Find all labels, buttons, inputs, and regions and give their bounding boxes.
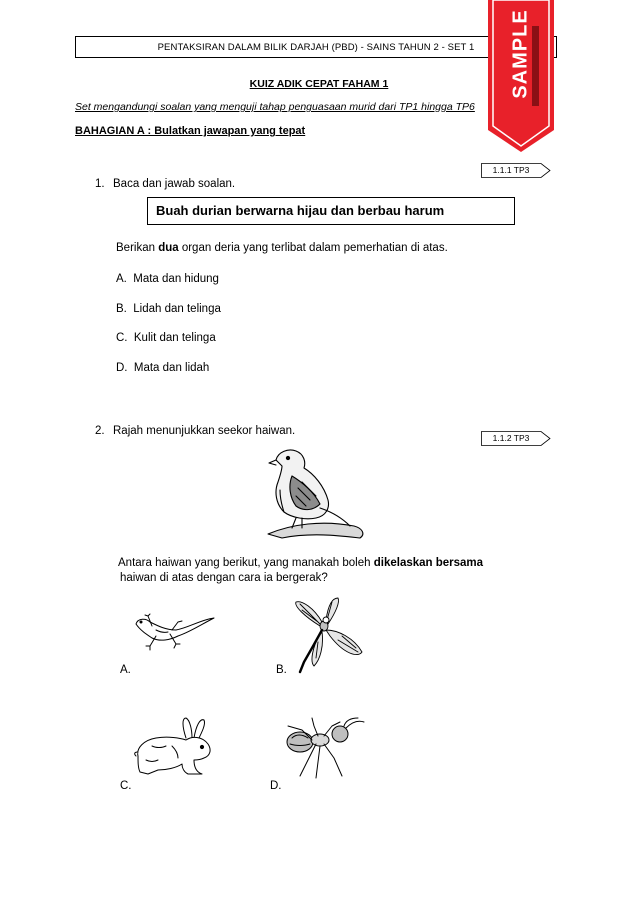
question-2-number: 2. [95, 425, 105, 437]
bird-icon [262, 446, 372, 544]
lizard-icon[interactable] [132, 612, 216, 654]
section-title: BAHAGIAN A : Bulatkan jawapan yang tepat [75, 125, 306, 137]
set-description: Set mengandungi soalan yang menguji tahap penguasaan murid dari TP1 hingga TP6 [75, 101, 475, 113]
question-2-tag-label: 1.1.2 TP3 [492, 433, 530, 443]
prompt-text: organ deria yang terlibat dalam pemerhatian di atas. [178, 242, 448, 254]
question-1-intro: Baca dan jawab soalan. [113, 178, 236, 190]
ant-icon[interactable] [282, 716, 366, 780]
quiz-title: KUIZ ADIK CEPAT FAHAM 1 [249, 78, 389, 90]
question-1-option-d[interactable] [116, 362, 209, 374]
question-2-intro: Rajah menunjukkan seekor haiwan. [113, 425, 296, 437]
prompt-text: Antara haiwan yang berikut, yang manakah boleh [118, 557, 374, 569]
option-letter: D. [116, 362, 128, 374]
question-2-option-a-label[interactable]: A. [120, 664, 131, 676]
question-1-option-a[interactable] [116, 273, 219, 285]
question-2-option-c-label[interactable]: C. [120, 780, 132, 792]
question-1-option-b[interactable] [116, 303, 221, 315]
question-1-number: 1. [95, 178, 105, 190]
dragonfly-icon[interactable] [292, 596, 366, 676]
prompt-bold-text: dikelaskan bersama [373, 557, 484, 569]
sample-stamp-label: SAMPLE [509, 9, 532, 99]
rabbit-icon[interactable] [132, 716, 216, 778]
option-text: Kulit dan telinga [133, 332, 216, 344]
question-1-tag-label: 1.1.1 TP3 [492, 165, 530, 175]
prompt-bold-text: dua [158, 242, 179, 254]
option-letter: C. [116, 332, 128, 344]
question-2-option-d-label[interactable]: D. [270, 780, 282, 792]
question-2-prompt-line1 [118, 557, 483, 569]
prompt-text: Berikan [116, 242, 159, 254]
option-text: Mata dan lidah [133, 362, 210, 374]
question-2-prompt-line2: haiwan di atas dengan cara ia bergerak? [120, 572, 328, 584]
option-text: Mata dan hidung [133, 273, 219, 285]
question-1-prompt [116, 242, 448, 254]
question-2-option-b-label[interactable]: B. [276, 664, 287, 676]
document-header: PENTAKSIRAN DALAM BILIK DARJAH (PBD) - SAINS TAHUN 2 - SET 1 [75, 36, 557, 58]
option-letter: A. [116, 273, 127, 285]
question-1-statement: Buah durian berwarna hijau dan berbau harum [147, 197, 515, 225]
option-text: Lidah dan telinga [133, 303, 221, 315]
question-1-option-c[interactable] [116, 332, 216, 344]
option-letter: B. [116, 303, 127, 315]
